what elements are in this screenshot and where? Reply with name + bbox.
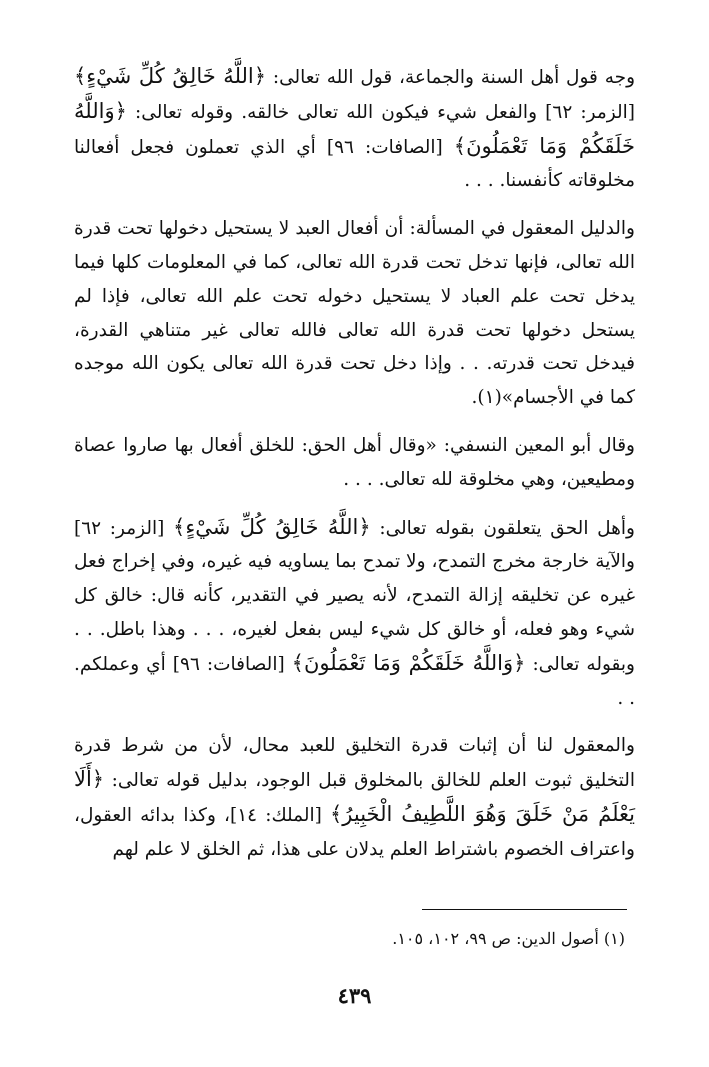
footnote: (١) أصول الدين: ص ٩٩، ١٠٢، ١٠٥.: [392, 929, 625, 948]
paragraph-1: [74, 60, 635, 198]
quran-verse: ﴿أَلَا يَعْلَمُ مَنْ خَلَقَ وَهُوَ اللَّطِيفُ الْخَبِيرُ﴾: [74, 767, 635, 826]
text-segment: [الزمر: ٦٢] والفعل شيء فيكون الله تعالى خالقه. وقوله تعالى:: [126, 101, 635, 123]
text-segment: والمعقول لنا أن إثبات قدرة التخليق للعبد محال، لأن من شرط قدرة التخليق ثبوت العلم للخالق بالمخلوق قبل الوجود، بدليل قوله تعالى:: [74, 735, 635, 792]
paragraph-2: [74, 212, 635, 415]
text-segment: [الملك: ١٤]، وكذا بدائه العقول، واعتراف الخصوم باشتراط العلم يدلان على هذا، ثم الخلق لا علم لهم: [74, 804, 635, 860]
paragraph-4: [74, 511, 635, 716]
text-segment: [الصافات: ٩٦] أي الذي تعملون فجعل أفعالنا مخلوقاته كأنفسنا. . . .: [74, 136, 635, 192]
quran-verse: ﴿وَاللَّهُ خَلَقَكُمْ وَمَا تَعْمَلُونَ﴾: [291, 650, 526, 675]
text-segment: وأهل الحق يتعلقون بقوله تعالى:: [370, 517, 635, 539]
paragraph-5: [74, 729, 635, 866]
page-number: ٤٣٩: [337, 983, 372, 1008]
quran-verse: ﴿وَاللَّهُ خَلَقَكُمْ وَمَا تَعْمَلُونَ﴾: [74, 98, 635, 158]
text-segment: وجه قول أهل السنة والجماعة، قول الله تعالى:: [266, 67, 635, 88]
footnote-separator: [422, 909, 627, 910]
text-segment: [الصافات: ٩٦] أي وعملكم. . .: [74, 653, 635, 709]
main-text: [74, 60, 635, 881]
quran-verse: ﴿اللَّهُ خَالِقُ كُلِّ شَيْءٍ﴾: [173, 514, 371, 539]
quran-verse: ﴿اللَّهُ خَالِقُ كُلِّ شَيْءٍ﴾: [74, 64, 267, 88]
text-segment: والدليل المعقول في المسألة: أن أفعال العبد لا يستحيل دخولها تحت قدرة الله تعالى، فإنها تدخل تحت قدرة الله تعالى، كما في المعلومات كلها فيما يدخل تحت علم العباد لا يستحيل دخوله تحت علم الله تعالى، فإذا لم يستحل دخولها تحت قدرة الله تعالى فالله تعالى غير متناهي القدرة، فيدخل تحت قدرته. . . وإذا دخل تحت قدرة الله تعالى يكون الله موجده كما في الأجسام»(١).: [74, 218, 635, 409]
paragraph-3: [74, 429, 635, 497]
text-segment: [الزمر: ٦٢] والآية خارجة مخرج التمدح، ولا تمدح بما يساويه فيه غيره، وفي إخراج فعل غيره عن تخليقه إزالة التمدح، لأنه يصير في التقدير، كأنه قال: خالق كل شيء وهو فعله، أو خالق كل شيء ليس بفعل لغيره، . . . وهذا باطل. . . وبقوله تعالى:: [74, 517, 635, 675]
text-segment: وقال أبو المعين النسفي: «وقال أهل الحق: للخلق أفعال بها صاروا عصاة ومطيعين، وهي مخلوقة لله تعالى. . . .: [74, 434, 635, 490]
